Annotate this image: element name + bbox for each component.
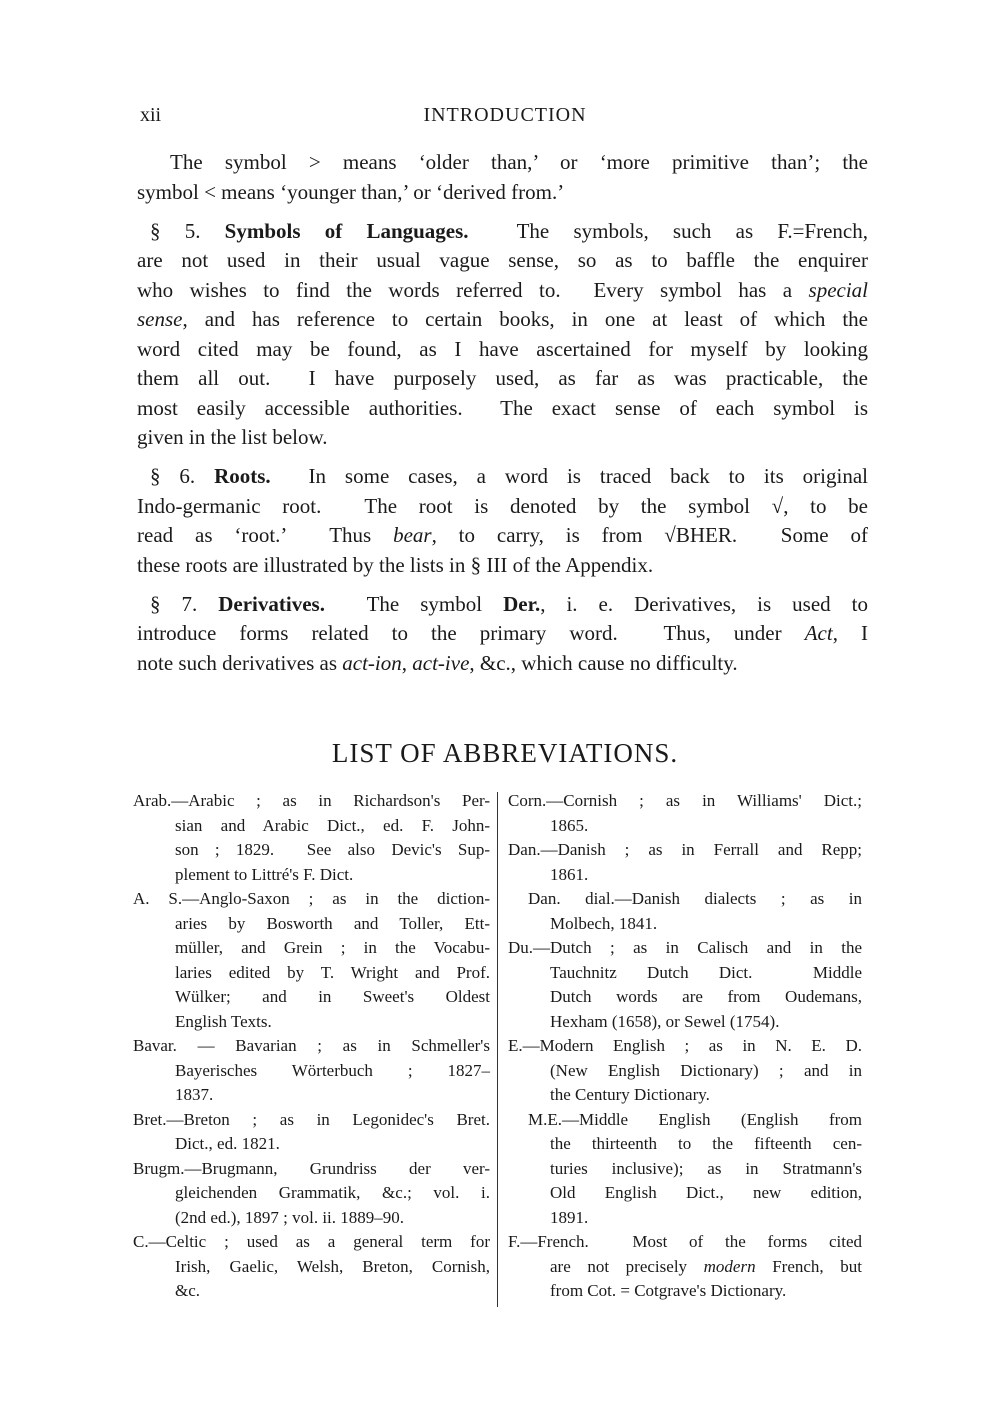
entry-line: son ; 1829. See also Devic's Sup- bbox=[175, 840, 490, 859]
text-run: given in the list below. bbox=[137, 425, 328, 449]
entry-line: Dan. dial.—Danish dialects ; as in bbox=[528, 889, 862, 908]
paragraph bbox=[137, 462, 868, 580]
entry-line: Irish, Gaelic, Welsh, Breton, Cornish, bbox=[175, 1256, 490, 1276]
entry-line: 1865. bbox=[550, 815, 589, 835]
text-line bbox=[137, 335, 868, 365]
italic-run: act-ion bbox=[342, 650, 402, 675]
text-run: , and has reference to certain books, in one at least of which the bbox=[182, 307, 868, 331]
paragraph bbox=[137, 148, 868, 207]
entry-line: Bret.—Breton ; as in Legonidec's Bret. bbox=[133, 1109, 490, 1129]
bold-run: Der. bbox=[503, 591, 541, 616]
entry-line: English Texts. bbox=[175, 1011, 272, 1031]
abbreviation-entry bbox=[133, 789, 490, 887]
abbreviation-entry bbox=[133, 1157, 490, 1231]
entry-line: C.—Celtic ; used as a general term for bbox=[133, 1232, 490, 1251]
text-run: In some cases, a word is traced back to its original bbox=[270, 464, 868, 488]
text-run: , &c., which cause no difficulty. bbox=[469, 650, 738, 675]
text-run: The symbol bbox=[324, 591, 504, 616]
text-line bbox=[137, 276, 868, 306]
entry-line: Corn.—Cornish ; as in Williams' Dict.; bbox=[508, 791, 862, 810]
italic-run: Act bbox=[804, 621, 833, 645]
entry-line: müller, and Grein ; in the Vocabu- bbox=[175, 938, 490, 957]
text-run: note such derivatives as bbox=[137, 650, 343, 675]
column-divider bbox=[497, 792, 498, 1307]
text-line bbox=[137, 246, 868, 276]
text-run: most easily accessible authorities. The exact sense of each symbol is bbox=[137, 395, 868, 420]
bold-run: Roots. bbox=[214, 464, 271, 488]
text-line bbox=[137, 217, 868, 247]
text-run: § 6. bbox=[150, 464, 215, 488]
entry-line: (New English Dictionary) ; and in bbox=[550, 1060, 862, 1080]
entry-line: Bayerisches Wörterbuch ; 1827– bbox=[175, 1060, 490, 1080]
entry-line: Bavar. — Bavarian ; as in Schmeller's bbox=[133, 1036, 490, 1055]
entry-line: sian and Arabic Dict., ed. F. John- bbox=[175, 815, 490, 835]
italic-run: sense bbox=[137, 307, 183, 331]
entry-line: Dict., ed. 1821. bbox=[175, 1134, 280, 1153]
text-line bbox=[137, 423, 868, 453]
entry-line: Tauchnitz Dutch Dict. Middle bbox=[550, 962, 862, 982]
entry-line: from Cot. = Cotgrave's Dictionary. bbox=[550, 1281, 787, 1300]
page-number: xii bbox=[140, 104, 162, 126]
abbreviation-entry bbox=[133, 887, 490, 1034]
text-run: them all out. I have purposely used, as far as was practicable, the bbox=[137, 366, 868, 390]
text-run: The symbol > means ‘older than,’ or ‘more primitive than’; the bbox=[170, 150, 868, 174]
text-line bbox=[137, 305, 868, 335]
entry-line: Dan.—Danish ; as in Ferrall and Repp; bbox=[508, 840, 862, 859]
text-line bbox=[137, 178, 868, 208]
entry-line: Arab.—Arabic ; as in Richardson's Per- bbox=[133, 791, 490, 810]
entry-line: Dutch words are from Oudemans, bbox=[550, 987, 862, 1006]
entry-line: F.—French. Most of the forms cited bbox=[508, 1232, 862, 1251]
abbreviation-entry bbox=[508, 1034, 862, 1108]
text-line bbox=[137, 551, 868, 581]
entry-line: turies inclusive); as in Stratmann's bbox=[550, 1158, 862, 1178]
text-run: symbol < means ‘younger than,’ or ‘derived from.’ bbox=[137, 179, 565, 204]
italic-run: special bbox=[808, 277, 868, 302]
entry-line: gleichenden Grammatik, &c.; vol. i. bbox=[175, 1183, 490, 1202]
introduction-body bbox=[137, 148, 868, 688]
italic-run: modern bbox=[703, 1256, 756, 1276]
abbreviation-entry bbox=[508, 1230, 862, 1304]
abbreviation-entry bbox=[133, 1230, 490, 1304]
entry-line: laries edited by T. Wright and Prof. bbox=[175, 962, 490, 982]
text-line bbox=[137, 148, 868, 178]
entry-line: 1837. bbox=[175, 1085, 214, 1104]
text-run: , bbox=[401, 650, 413, 675]
entry-line: aries by Bosworth and Toller, Ett- bbox=[175, 913, 490, 933]
abbreviation-entry bbox=[508, 838, 862, 887]
text-run: are not precisely bbox=[550, 1256, 704, 1276]
bold-run: Derivatives. bbox=[218, 591, 325, 616]
italic-run: bear bbox=[393, 523, 432, 547]
entry-line: Molbech, 1841. bbox=[550, 913, 658, 933]
list-of-abbreviations-heading: LIST OF ABBREVIATIONS. bbox=[331, 738, 679, 768]
text-run: The symbols, such as F.=French, bbox=[468, 218, 868, 243]
text-line bbox=[137, 649, 868, 679]
abbreviation-entry bbox=[133, 1108, 490, 1157]
text-run: § 5. bbox=[150, 218, 225, 243]
bold-run: Symbols of Languages. bbox=[224, 218, 469, 243]
entry-line: (2nd ed.), 1897 ; vol. ii. 1889–90. bbox=[175, 1207, 405, 1227]
abbreviation-entry bbox=[508, 887, 862, 936]
text-run: § 7. bbox=[150, 591, 219, 616]
text-run: Indo-germanic root. The root is denoted by the symbol √, to be bbox=[137, 493, 868, 518]
abbreviations-column-left bbox=[133, 789, 490, 1304]
entry-line: the thirteenth to the fifteenth cen- bbox=[550, 1134, 862, 1153]
entry-line: Old English Dict., new edition, bbox=[550, 1183, 862, 1202]
entry-line: &c. bbox=[175, 1281, 201, 1300]
text-run: French, but bbox=[755, 1256, 862, 1276]
text-run: , i. e. Derivatives, is used to bbox=[540, 591, 868, 616]
entry-line: A. S.—Anglo-Saxon ; as in the diction- bbox=[133, 889, 490, 908]
entry-line: Wülker; and in Sweet's Oldest bbox=[175, 987, 490, 1006]
abbreviation-entry bbox=[133, 1034, 490, 1108]
paragraph bbox=[137, 590, 868, 679]
text-run: word cited may be found, as I have ascertained for myself by looking bbox=[137, 336, 868, 361]
abbreviation-entry bbox=[508, 936, 862, 1034]
text-run: are not used in their usual vague sense, so as to baffle the enquirer bbox=[137, 248, 868, 272]
entry-line: plement to Littré's F. Dict. bbox=[175, 864, 354, 884]
entry-line bbox=[508, 1255, 862, 1280]
entry-line: Du.—Dutch ; as in Calisch and in the bbox=[508, 938, 862, 957]
entry-line: E.—Modern English ; as in N. E. D. bbox=[508, 1036, 862, 1055]
entry-line: Hexham (1658), or Sewel (1754). bbox=[550, 1011, 780, 1031]
text-line bbox=[137, 394, 868, 424]
text-line bbox=[137, 590, 868, 620]
entry-line: 1861. bbox=[550, 864, 589, 884]
paragraph bbox=[137, 217, 868, 453]
text-run: these roots are illustrated by the lists in § III of the Appendix. bbox=[137, 552, 654, 577]
text-run: introduce forms related to the primary word. Thus, under bbox=[137, 621, 805, 645]
text-line bbox=[137, 462, 868, 492]
italic-run: act-ive bbox=[412, 650, 470, 675]
text-run: , to carry, is from √BHER. Some of bbox=[431, 523, 868, 547]
running-title: INTRODUCTION bbox=[423, 104, 587, 126]
text-run: read as ‘root.’ Thus bbox=[137, 523, 394, 547]
text-run: who wishes to find the words referred to. Every symbol has a bbox=[137, 277, 809, 302]
abbreviation-entry bbox=[508, 1108, 862, 1231]
text-line bbox=[137, 619, 868, 649]
entry-line: Brugm.—Brugmann, Grundriss der ver- bbox=[133, 1158, 490, 1178]
text-line bbox=[137, 492, 868, 522]
entry-line: 1891. bbox=[550, 1207, 589, 1227]
abbreviation-entry bbox=[508, 789, 862, 838]
text-line bbox=[137, 521, 868, 551]
entry-line: M.E.—Middle English (English from bbox=[528, 1109, 862, 1129]
entry-line: the Century Dictionary. bbox=[550, 1085, 710, 1104]
text-run: , I bbox=[832, 621, 869, 645]
text-line bbox=[137, 364, 868, 394]
abbreviations-column-right bbox=[508, 789, 862, 1304]
